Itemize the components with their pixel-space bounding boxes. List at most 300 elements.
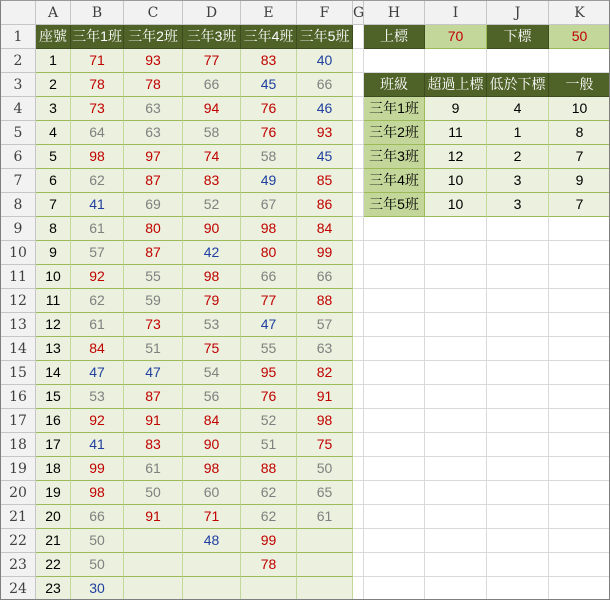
- grid-cell[interactable]: [425, 409, 487, 433]
- grid-cell[interactable]: [364, 361, 425, 385]
- score-cell[interactable]: 51: [124, 337, 183, 361]
- score-cell[interactable]: 47: [241, 313, 297, 337]
- seat-number-cell[interactable]: 10: [36, 265, 71, 289]
- score-cell[interactable]: 58: [241, 145, 297, 169]
- main-table-header[interactable]: 座號: [36, 25, 71, 49]
- grid-cell[interactable]: [364, 433, 425, 457]
- main-table-header[interactable]: 三年4班: [241, 25, 297, 49]
- grid-cell[interactable]: [353, 145, 364, 169]
- seat-number-cell[interactable]: 16: [36, 409, 71, 433]
- grid-cell[interactable]: [364, 313, 425, 337]
- grid-cell[interactable]: [353, 361, 364, 385]
- score-cell[interactable]: 80: [124, 217, 183, 241]
- grid-cell[interactable]: [425, 457, 487, 481]
- score-cell[interactable]: 76: [241, 97, 297, 121]
- grid-cell[interactable]: [353, 313, 364, 337]
- score-cell[interactable]: 63: [297, 337, 353, 361]
- upper-threshold-value[interactable]: 70: [425, 25, 487, 49]
- score-cell[interactable]: 90: [183, 217, 241, 241]
- score-cell[interactable]: 49: [241, 169, 297, 193]
- row-header-11[interactable]: 11: [1, 265, 36, 289]
- select-all-corner[interactable]: [1, 1, 36, 25]
- score-cell[interactable]: 66: [183, 73, 241, 97]
- score-cell[interactable]: 61: [297, 505, 353, 529]
- grid-cell[interactable]: [549, 529, 610, 553]
- grid-cell[interactable]: [425, 241, 487, 265]
- seat-number-cell[interactable]: 15: [36, 385, 71, 409]
- summary-count-cell[interactable]: 4: [487, 97, 549, 121]
- grid-cell[interactable]: [425, 553, 487, 577]
- score-cell[interactable]: 61: [71, 217, 124, 241]
- grid-cell[interactable]: [425, 577, 487, 600]
- seat-number-cell[interactable]: 22: [36, 553, 71, 577]
- column-header-c[interactable]: C: [124, 1, 183, 25]
- row-header-1[interactable]: 1: [1, 25, 36, 49]
- grid-cell[interactable]: [353, 289, 364, 313]
- grid-cell[interactable]: [353, 97, 364, 121]
- row-header-13[interactable]: 13: [1, 313, 36, 337]
- grid-cell[interactable]: [353, 409, 364, 433]
- summary-class-name[interactable]: 三年5班: [364, 193, 425, 217]
- score-cell[interactable]: 84: [183, 409, 241, 433]
- score-cell[interactable]: 40: [297, 49, 353, 73]
- row-header-19[interactable]: 19: [1, 457, 36, 481]
- column-header-d[interactable]: D: [183, 1, 241, 25]
- score-cell[interactable]: 97: [124, 145, 183, 169]
- row-header-3[interactable]: 3: [1, 73, 36, 97]
- main-table-header[interactable]: 三年5班: [297, 25, 353, 49]
- score-cell[interactable]: 85: [297, 169, 353, 193]
- score-cell[interactable]: 61: [124, 457, 183, 481]
- grid-cell[interactable]: [353, 73, 364, 97]
- grid-cell[interactable]: [353, 577, 364, 600]
- seat-number-cell[interactable]: 8: [36, 217, 71, 241]
- seat-number-cell[interactable]: 9: [36, 241, 71, 265]
- score-cell[interactable]: 91: [124, 505, 183, 529]
- summary-class-name[interactable]: 三年2班: [364, 121, 425, 145]
- score-cell[interactable]: 98: [297, 409, 353, 433]
- grid-cell[interactable]: [364, 529, 425, 553]
- grid-cell[interactable]: [549, 409, 610, 433]
- grid-cell[interactable]: [487, 313, 549, 337]
- score-cell[interactable]: [183, 553, 241, 577]
- grid-cell[interactable]: [364, 553, 425, 577]
- score-cell[interactable]: 75: [183, 337, 241, 361]
- score-cell[interactable]: 50: [297, 457, 353, 481]
- score-cell[interactable]: 66: [297, 73, 353, 97]
- score-cell[interactable]: 79: [183, 289, 241, 313]
- lower-threshold-value[interactable]: 50: [549, 25, 610, 49]
- score-cell[interactable]: 66: [241, 265, 297, 289]
- score-cell[interactable]: 59: [124, 289, 183, 313]
- seat-number-cell[interactable]: 20: [36, 505, 71, 529]
- score-cell[interactable]: 63: [124, 121, 183, 145]
- row-header-21[interactable]: 21: [1, 505, 36, 529]
- score-cell[interactable]: 57: [297, 313, 353, 337]
- score-cell[interactable]: 99: [241, 529, 297, 553]
- column-header-f[interactable]: F: [297, 1, 353, 25]
- score-cell[interactable]: 47: [124, 361, 183, 385]
- row-header-16[interactable]: 16: [1, 385, 36, 409]
- grid-cell[interactable]: [487, 241, 549, 265]
- seat-number-cell[interactable]: 12: [36, 313, 71, 337]
- column-header-a[interactable]: A: [36, 1, 71, 25]
- score-cell[interactable]: 90: [183, 433, 241, 457]
- score-cell[interactable]: 78: [124, 73, 183, 97]
- grid-cell[interactable]: [425, 481, 487, 505]
- seat-number-cell[interactable]: 7: [36, 193, 71, 217]
- grid-cell[interactable]: [487, 337, 549, 361]
- row-header-18[interactable]: 18: [1, 433, 36, 457]
- seat-number-cell[interactable]: 18: [36, 457, 71, 481]
- summary-count-cell[interactable]: 9: [549, 169, 610, 193]
- score-cell[interactable]: 64: [71, 121, 124, 145]
- row-header-7[interactable]: 7: [1, 169, 36, 193]
- seat-number-cell[interactable]: 4: [36, 121, 71, 145]
- score-cell[interactable]: 50: [71, 529, 124, 553]
- grid-cell[interactable]: [549, 313, 610, 337]
- row-header-17[interactable]: 17: [1, 409, 36, 433]
- column-header-k[interactable]: K: [549, 1, 610, 25]
- score-cell[interactable]: 84: [297, 217, 353, 241]
- score-cell[interactable]: [297, 577, 353, 600]
- score-cell[interactable]: 78: [71, 73, 124, 97]
- row-header-5[interactable]: 5: [1, 121, 36, 145]
- seat-number-cell[interactable]: 2: [36, 73, 71, 97]
- score-cell[interactable]: 51: [241, 433, 297, 457]
- score-cell[interactable]: 53: [71, 385, 124, 409]
- summary-count-cell[interactable]: 7: [549, 145, 610, 169]
- grid-cell[interactable]: [364, 337, 425, 361]
- score-cell[interactable]: 62: [241, 481, 297, 505]
- score-cell[interactable]: 61: [71, 313, 124, 337]
- column-header-e[interactable]: E: [241, 1, 297, 25]
- summary-count-cell[interactable]: 8: [549, 121, 610, 145]
- score-cell[interactable]: 77: [241, 289, 297, 313]
- score-cell[interactable]: 66: [71, 505, 124, 529]
- summary-count-cell[interactable]: 2: [487, 145, 549, 169]
- grid-cell[interactable]: [487, 433, 549, 457]
- score-cell[interactable]: 87: [124, 169, 183, 193]
- score-cell[interactable]: 92: [71, 409, 124, 433]
- summary-class-name[interactable]: 三年3班: [364, 145, 425, 169]
- score-cell[interactable]: 65: [297, 481, 353, 505]
- score-cell[interactable]: 88: [241, 457, 297, 481]
- seat-number-cell[interactable]: 11: [36, 289, 71, 313]
- grid-cell[interactable]: [353, 385, 364, 409]
- column-header-h[interactable]: H: [364, 1, 425, 25]
- main-table-header[interactable]: 三年1班: [71, 25, 124, 49]
- main-table-header[interactable]: 三年2班: [124, 25, 183, 49]
- score-cell[interactable]: 57: [71, 241, 124, 265]
- grid-cell[interactable]: [549, 505, 610, 529]
- seat-number-cell[interactable]: 5: [36, 145, 71, 169]
- grid-cell[interactable]: [487, 361, 549, 385]
- score-cell[interactable]: 88: [297, 289, 353, 313]
- score-cell[interactable]: 71: [183, 505, 241, 529]
- summary-count-cell[interactable]: 7: [549, 193, 610, 217]
- column-header-i[interactable]: I: [425, 1, 487, 25]
- grid-cell[interactable]: [353, 193, 364, 217]
- score-cell[interactable]: 83: [241, 49, 297, 73]
- summary-count-cell[interactable]: 12: [425, 145, 487, 169]
- score-cell[interactable]: 66: [297, 265, 353, 289]
- grid-cell[interactable]: [549, 361, 610, 385]
- grid-cell[interactable]: [487, 217, 549, 241]
- score-cell[interactable]: 80: [241, 241, 297, 265]
- grid-cell[interactable]: [487, 457, 549, 481]
- row-header-23[interactable]: 23: [1, 553, 36, 577]
- summary-count-cell[interactable]: 9: [425, 97, 487, 121]
- column-header-j[interactable]: J: [487, 1, 549, 25]
- score-cell[interactable]: 60: [183, 481, 241, 505]
- row-header-22[interactable]: 22: [1, 529, 36, 553]
- grid-cell[interactable]: [425, 289, 487, 313]
- score-cell[interactable]: 58: [183, 121, 241, 145]
- upper-threshold-label: 上標: [364, 25, 425, 49]
- grid-cell[interactable]: [364, 385, 425, 409]
- score-cell[interactable]: 82: [297, 361, 353, 385]
- summary-table-header[interactable]: 班級: [364, 73, 425, 97]
- score-cell[interactable]: 73: [124, 313, 183, 337]
- score-cell[interactable]: [124, 553, 183, 577]
- score-cell[interactable]: 91: [124, 409, 183, 433]
- row-header-14[interactable]: 14: [1, 337, 36, 361]
- row-header-10[interactable]: 10: [1, 241, 36, 265]
- score-cell[interactable]: 98: [71, 145, 124, 169]
- grid-cell[interactable]: [487, 553, 549, 577]
- score-cell[interactable]: 62: [71, 289, 124, 313]
- grid-cell[interactable]: [487, 265, 549, 289]
- grid-cell[interactable]: [353, 457, 364, 481]
- summary-count-cell[interactable]: 11: [425, 121, 487, 145]
- grid-cell[interactable]: [487, 289, 549, 313]
- grid-cell[interactable]: [364, 481, 425, 505]
- row-header-15[interactable]: 15: [1, 361, 36, 385]
- seat-number-cell[interactable]: 23: [36, 577, 71, 600]
- grid-cell[interactable]: [364, 505, 425, 529]
- score-cell[interactable]: 93: [124, 49, 183, 73]
- score-cell[interactable]: 77: [183, 49, 241, 73]
- grid-cell[interactable]: [364, 577, 425, 600]
- score-cell[interactable]: 84: [71, 337, 124, 361]
- row-header-9[interactable]: 9: [1, 217, 36, 241]
- grid-cell[interactable]: [549, 289, 610, 313]
- row-header-12[interactable]: 12: [1, 289, 36, 313]
- score-cell[interactable]: 98: [183, 265, 241, 289]
- score-cell[interactable]: 56: [183, 385, 241, 409]
- grid-cell[interactable]: [364, 289, 425, 313]
- score-cell[interactable]: 52: [183, 193, 241, 217]
- grid-cell[interactable]: [487, 385, 549, 409]
- grid-cell[interactable]: [353, 121, 364, 145]
- score-cell[interactable]: 98: [241, 217, 297, 241]
- score-cell[interactable]: 41: [71, 433, 124, 457]
- score-cell[interactable]: 99: [297, 241, 353, 265]
- grid-cell[interactable]: [425, 505, 487, 529]
- grid-cell[interactable]: [353, 217, 364, 241]
- grid-cell[interactable]: [353, 241, 364, 265]
- score-cell[interactable]: 74: [183, 145, 241, 169]
- grid-cell[interactable]: [425, 529, 487, 553]
- score-cell[interactable]: 62: [241, 505, 297, 529]
- grid-cell[interactable]: [425, 337, 487, 361]
- grid-cell[interactable]: [353, 505, 364, 529]
- grid-cell[interactable]: [364, 457, 425, 481]
- score-cell[interactable]: 69: [124, 193, 183, 217]
- score-cell[interactable]: 87: [124, 241, 183, 265]
- grid-cell[interactable]: [549, 265, 610, 289]
- score-cell[interactable]: [297, 529, 353, 553]
- score-cell[interactable]: 98: [183, 457, 241, 481]
- grid-cell[interactable]: [364, 409, 425, 433]
- grid-cell[interactable]: [353, 337, 364, 361]
- score-cell[interactable]: 76: [241, 385, 297, 409]
- summary-count-cell[interactable]: 3: [487, 169, 549, 193]
- score-cell[interactable]: 55: [124, 265, 183, 289]
- summary-class-name[interactable]: 三年4班: [364, 169, 425, 193]
- grid-cell[interactable]: [487, 529, 549, 553]
- seat-number-cell[interactable]: 21: [36, 529, 71, 553]
- row-header-6[interactable]: 6: [1, 145, 36, 169]
- grid-cell[interactable]: [425, 265, 487, 289]
- summary-count-cell[interactable]: 10: [425, 193, 487, 217]
- grid-cell[interactable]: [549, 433, 610, 457]
- grid-cell[interactable]: [425, 313, 487, 337]
- score-cell[interactable]: 52: [241, 409, 297, 433]
- score-cell[interactable]: 94: [183, 97, 241, 121]
- score-cell[interactable]: 50: [71, 553, 124, 577]
- score-cell[interactable]: [241, 577, 297, 600]
- score-cell[interactable]: [297, 553, 353, 577]
- grid-cell[interactable]: [425, 385, 487, 409]
- row-header-24[interactable]: 24: [1, 577, 36, 600]
- score-cell[interactable]: 45: [241, 73, 297, 97]
- grid-cell[interactable]: [487, 577, 549, 600]
- score-cell[interactable]: [124, 577, 183, 600]
- score-cell[interactable]: 63: [124, 97, 183, 121]
- grid-cell[interactable]: [549, 217, 610, 241]
- seat-number-cell[interactable]: 19: [36, 481, 71, 505]
- score-cell[interactable]: 91: [297, 385, 353, 409]
- seat-number-cell[interactable]: 6: [36, 169, 71, 193]
- grid-cell[interactable]: [549, 385, 610, 409]
- grid-cell[interactable]: [353, 25, 364, 49]
- score-cell[interactable]: 98: [71, 481, 124, 505]
- column-header-b[interactable]: B: [71, 1, 124, 25]
- score-cell[interactable]: 67: [241, 193, 297, 217]
- lower-threshold-label: 下標: [487, 25, 549, 49]
- grid-cell[interactable]: [487, 409, 549, 433]
- summary-table-header[interactable]: 低於下標: [487, 73, 549, 97]
- score-cell[interactable]: 73: [71, 97, 124, 121]
- score-cell[interactable]: [183, 577, 241, 600]
- grid-cell[interactable]: [487, 481, 549, 505]
- seat-number-cell[interactable]: 13: [36, 337, 71, 361]
- grid-cell[interactable]: [425, 433, 487, 457]
- grid-cell[interactable]: [549, 241, 610, 265]
- score-cell[interactable]: 42: [183, 241, 241, 265]
- score-cell[interactable]: 48: [183, 529, 241, 553]
- summary-count-cell[interactable]: 10: [425, 169, 487, 193]
- grid-cell[interactable]: [549, 577, 610, 600]
- grid-cell[interactable]: [364, 217, 425, 241]
- row-header-8[interactable]: 8: [1, 193, 36, 217]
- score-cell[interactable]: 95: [241, 361, 297, 385]
- grid-cell[interactable]: [353, 433, 364, 457]
- score-cell[interactable]: 50: [124, 481, 183, 505]
- grid-cell[interactable]: [425, 49, 487, 73]
- score-cell[interactable]: 99: [71, 457, 124, 481]
- grid-cell[interactable]: [549, 49, 610, 73]
- grid-cell[interactable]: [549, 457, 610, 481]
- seat-number-cell[interactable]: 3: [36, 97, 71, 121]
- score-cell[interactable]: 83: [183, 169, 241, 193]
- score-cell[interactable]: 62: [71, 169, 124, 193]
- score-cell[interactable]: 71: [71, 49, 124, 73]
- score-cell[interactable]: 76: [241, 121, 297, 145]
- column-header-g[interactable]: G: [353, 1, 364, 25]
- seat-number-cell[interactable]: 14: [36, 361, 71, 385]
- grid-cell[interactable]: [364, 241, 425, 265]
- grid-cell[interactable]: [353, 529, 364, 553]
- summary-table-header[interactable]: 超過上標: [425, 73, 487, 97]
- score-cell[interactable]: 78: [241, 553, 297, 577]
- seat-number-cell[interactable]: 17: [36, 433, 71, 457]
- score-cell[interactable]: 41: [71, 193, 124, 217]
- grid-cell[interactable]: [364, 49, 425, 73]
- grid-cell[interactable]: [353, 265, 364, 289]
- score-cell[interactable]: 87: [124, 385, 183, 409]
- row-header-20[interactable]: 20: [1, 481, 36, 505]
- summary-table-header[interactable]: 一般: [549, 73, 610, 97]
- grid-cell[interactable]: [425, 361, 487, 385]
- grid-cell[interactable]: [364, 265, 425, 289]
- grid-cell[interactable]: [353, 49, 364, 73]
- row-header-4[interactable]: 4: [1, 97, 36, 121]
- main-table-header[interactable]: 三年3班: [183, 25, 241, 49]
- score-cell[interactable]: 45: [297, 145, 353, 169]
- grid-cell[interactable]: [353, 481, 364, 505]
- grid-cell[interactable]: [425, 217, 487, 241]
- grid-cell[interactable]: [549, 337, 610, 361]
- score-cell[interactable]: 47: [71, 361, 124, 385]
- score-cell[interactable]: 93: [297, 121, 353, 145]
- score-cell[interactable]: 86: [297, 193, 353, 217]
- score-cell[interactable]: 55: [241, 337, 297, 361]
- grid-cell[interactable]: [549, 553, 610, 577]
- grid-cell[interactable]: [549, 481, 610, 505]
- grid-cell[interactable]: [353, 169, 364, 193]
- summary-class-name[interactable]: 三年1班: [364, 97, 425, 121]
- score-cell[interactable]: 46: [297, 97, 353, 121]
- score-cell[interactable]: [124, 529, 183, 553]
- grid-cell[interactable]: [353, 553, 364, 577]
- score-cell[interactable]: 75: [297, 433, 353, 457]
- seat-number-cell[interactable]: 1: [36, 49, 71, 73]
- score-cell[interactable]: 53: [183, 313, 241, 337]
- summary-count-cell[interactable]: 3: [487, 193, 549, 217]
- score-cell[interactable]: 92: [71, 265, 124, 289]
- summary-count-cell[interactable]: 10: [549, 97, 610, 121]
- score-cell[interactable]: 30: [71, 577, 124, 600]
- summary-count-cell[interactable]: 1: [487, 121, 549, 145]
- row-header-2[interactable]: 2: [1, 49, 36, 73]
- grid-cell[interactable]: [487, 505, 549, 529]
- score-cell[interactable]: 83: [124, 433, 183, 457]
- grid-cell[interactable]: [487, 49, 549, 73]
- score-cell[interactable]: 54: [183, 361, 241, 385]
